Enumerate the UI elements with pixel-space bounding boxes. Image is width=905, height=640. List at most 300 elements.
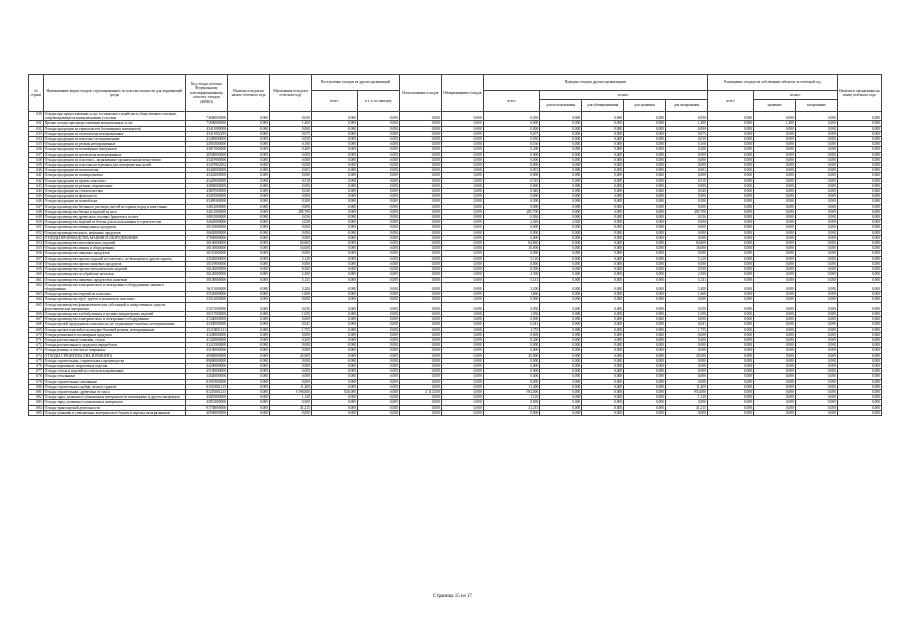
value-cell: 0,000	[540, 241, 582, 246]
value-cell: 0,000	[624, 131, 666, 136]
value-cell: 0,000	[357, 302, 399, 311]
value-cell: 0,000	[624, 384, 666, 389]
value-cell: 0,000	[754, 256, 796, 261]
value-cell: 0,000	[311, 400, 357, 405]
value-cell: 0,000	[754, 168, 796, 173]
value-cell: 0,041	[666, 322, 708, 327]
value-cell: 0,000	[707, 292, 753, 297]
value-cell: 0,000	[540, 131, 582, 136]
fkko-code: 91738000000	[186, 405, 228, 410]
row-number: 652	[29, 230, 44, 235]
value-cell: 0,000	[666, 343, 708, 348]
value-cell: 0,000	[707, 302, 753, 311]
value-cell: 0,000	[357, 348, 399, 353]
value-cell: 0,000	[357, 292, 399, 297]
value-cell: 0,000	[837, 348, 881, 353]
value-cell: 0,000	[837, 353, 881, 358]
value-cell: 0,000	[228, 225, 270, 230]
value-cell: 0,000	[795, 302, 837, 311]
value-cell: 0,000	[311, 137, 357, 142]
waste-name: Отходы производства электрического и электронного оборудования, машин и оборудования	[43, 282, 186, 291]
value-cell: 0,000	[837, 204, 881, 209]
waste-name: Отходы производства кокса, нефтяных продуктов	[43, 230, 186, 235]
value-cell: 0,000	[357, 297, 399, 302]
value-cell: 0,000	[795, 112, 837, 121]
value-cell: 0,000	[311, 204, 357, 209]
value-cell: 0,000	[837, 384, 881, 389]
row-number: 665	[29, 302, 44, 311]
value-cell: 0,036	[269, 215, 311, 220]
value-cell: 0,000	[399, 363, 441, 368]
col-tr-bury-header: для захоронения	[666, 100, 708, 112]
value-cell: 0,000	[357, 343, 399, 348]
value-cell: 1,755	[269, 327, 311, 332]
value-cell: 0,000	[399, 256, 441, 261]
value-cell: 0,000	[441, 384, 483, 389]
value-cell: 954,000	[483, 389, 540, 394]
value-cell: 0,000	[441, 297, 483, 302]
value-cell: 0,000	[582, 256, 624, 261]
value-cell: 0,000	[357, 400, 399, 405]
row-number: 679	[29, 379, 44, 384]
value-cell: 5,120	[269, 256, 311, 261]
value-cell: 0,000	[837, 389, 881, 394]
waste-name: Отходы кирпичные, мерзлотные изделия	[43, 363, 186, 368]
value-cell: 0,000	[795, 241, 837, 246]
value-cell: 0,000	[624, 121, 666, 126]
waste-name: Отходы производства бетонного раствора смесей из горных пород и известняка	[43, 204, 186, 209]
value-cell: 0,000	[540, 225, 582, 230]
value-cell: 0,000	[399, 209, 441, 214]
value-cell: 0,000	[837, 241, 881, 246]
value-cell: 0,000	[228, 384, 270, 389]
value-cell: 0,000	[707, 337, 753, 342]
value-cell: 0,000	[357, 168, 399, 173]
value-cell: 0,000	[441, 230, 483, 235]
value-cell: 0,000	[311, 189, 357, 194]
value-cell: 0,000	[837, 369, 881, 374]
value-cell: 0,000	[483, 183, 540, 188]
value-cell: 0,000	[399, 147, 441, 152]
fkko-code: 40000000000	[186, 353, 228, 358]
value-cell: 0,000	[754, 246, 796, 251]
row-number: 672	[29, 343, 44, 348]
row-number: 638	[29, 157, 44, 162]
fkko-code: 33520000000	[186, 292, 228, 297]
value-cell: 0,000	[311, 302, 357, 311]
value-cell: 0,000	[441, 241, 483, 246]
value-cell: 0,000	[582, 358, 624, 363]
value-cell: 0,000	[228, 400, 270, 405]
value-cell: 0,000	[540, 282, 582, 291]
value-cell: 0,000	[795, 246, 837, 251]
value-cell: 0,000	[357, 251, 399, 256]
value-cell: 0,000	[399, 142, 441, 147]
value-cell: 0,000	[357, 353, 399, 358]
value-cell: 5,141	[483, 277, 540, 282]
table-row	[29, 302, 882, 311]
waste-name: Прочие отходы при предоставлении коммунальных услуг	[43, 121, 186, 126]
value-cell: 0,000	[228, 353, 270, 358]
value-cell: 0,000	[795, 282, 837, 291]
value-cell: 0,000	[228, 302, 270, 311]
value-cell: 0,000	[837, 374, 881, 379]
fkko-code: 37000000000	[186, 235, 228, 240]
fkko-code: 44200000000	[186, 363, 228, 368]
value-cell: 0,000	[441, 183, 483, 188]
row-number: 657	[29, 256, 44, 261]
value-cell: 0,000	[483, 410, 540, 415]
value-cell: 0,000	[707, 272, 753, 277]
value-cell: 0,000	[441, 358, 483, 363]
value-cell: 0,000	[311, 235, 357, 240]
value-cell: 0,000	[795, 292, 837, 297]
value-cell: 0,000	[582, 183, 624, 188]
value-cell: 0,000	[624, 369, 666, 374]
value-cell: 0,000	[311, 353, 357, 358]
value-cell: 0,000	[540, 348, 582, 353]
value-cell: 0,000	[399, 215, 441, 220]
value-cell: 0,000	[795, 374, 837, 379]
fkko-code: 43411000000	[186, 126, 228, 131]
value-cell: 0,000	[707, 168, 753, 173]
value-cell: 0,000	[540, 297, 582, 302]
value-cell: 0,000	[483, 400, 540, 405]
value-cell: 0,000	[666, 225, 708, 230]
value-cell: 0,000	[311, 292, 357, 297]
value-cell: 0,000	[666, 317, 708, 322]
fkko-code: 43100000000	[186, 348, 228, 353]
value-cell: 0,000	[441, 363, 483, 368]
value-cell: 0,000	[399, 131, 441, 136]
value-cell: 0,000	[540, 204, 582, 209]
waste-name: Отходы продукции из пластмасс незагрязненные	[43, 137, 186, 142]
value-cell: 0,000	[399, 168, 441, 173]
value-cell: 0,000	[624, 348, 666, 353]
value-cell: 0,000	[582, 292, 624, 297]
value-cell: 0,000	[795, 389, 837, 394]
value-cell: 0,000	[582, 157, 624, 162]
value-cell: 0,000	[540, 137, 582, 142]
value-cell: 0,000	[624, 363, 666, 368]
value-cell: 0,000	[357, 215, 399, 220]
value-cell: 0,000	[754, 282, 796, 291]
value-cell: 0,000	[666, 157, 708, 162]
value-cell: 0,000	[582, 389, 624, 394]
row-number: 677	[29, 369, 44, 374]
waste-name: Отходы тары, упаковки и упаковочных материалов	[43, 400, 186, 405]
value-cell: 0,000	[837, 194, 881, 199]
value-cell: 0,000	[483, 121, 540, 126]
value-cell: 0,000	[269, 157, 311, 162]
value-cell: 0,000	[707, 173, 753, 178]
value-cell: 0,000	[357, 204, 399, 209]
value-cell: 0,000	[483, 363, 540, 368]
value-cell: 0,000	[399, 369, 441, 374]
value-cell: 0,000	[754, 137, 796, 142]
value-cell: 0,000	[707, 204, 753, 209]
col-used-header: Использование отходов	[399, 75, 441, 112]
value-cell: 0,000	[837, 251, 881, 256]
value-cell: 0,000	[269, 343, 311, 348]
value-cell: 0,000	[228, 410, 270, 415]
value-cell: 0,000	[582, 230, 624, 235]
value-cell: 0,000	[624, 282, 666, 291]
waste-name: Отходы стеклянные	[43, 374, 186, 379]
value-cell: 0,000	[269, 363, 311, 368]
value-cell: 0,000	[228, 152, 270, 157]
value-cell: 0,000	[582, 220, 624, 225]
value-cell: 0,000	[837, 121, 881, 126]
value-cell: 0,000	[837, 297, 881, 302]
value-cell: 0,000	[754, 395, 796, 400]
value-cell: 0,000	[754, 410, 796, 415]
value-cell: 0,000	[624, 389, 666, 394]
value-cell: 0,000	[441, 311, 483, 316]
value-cell: 0,000	[311, 267, 357, 272]
value-cell: 0,000	[228, 343, 270, 348]
value-cell: 0,000	[754, 374, 796, 379]
value-cell: 0,000	[441, 157, 483, 162]
value-cell: 0,000	[357, 332, 399, 337]
value-cell: 0,000	[624, 337, 666, 342]
value-cell: 0,000	[357, 230, 399, 235]
value-cell: 0,000	[582, 322, 624, 327]
fkko-code: 30119000000	[186, 261, 228, 266]
row-number: 662	[29, 282, 44, 291]
value-cell: 0,000	[582, 131, 624, 136]
value-cell: 0,000	[540, 343, 582, 348]
row-number: 658	[29, 261, 44, 266]
value-cell: 84,860	[269, 241, 311, 246]
value-cell: 0,000	[483, 230, 540, 235]
value-cell: 0,001	[269, 168, 311, 173]
value-cell: 0,000	[269, 235, 311, 240]
value-cell: 0,000	[441, 337, 483, 342]
value-cell: 0,000	[311, 272, 357, 277]
value-cell: 0,000	[754, 189, 796, 194]
value-cell: 0,000	[624, 168, 666, 173]
value-cell: 0,000	[795, 131, 837, 136]
value-cell: 0,000	[624, 297, 666, 302]
value-cell: 0,000	[624, 251, 666, 256]
value-cell: 0,000	[754, 363, 796, 368]
row-number: 644	[29, 189, 44, 194]
value-cell: 0,000	[228, 246, 270, 251]
value-cell: 8,500	[269, 267, 311, 272]
value-cell: 0,000	[399, 152, 441, 157]
value-cell: 0,000	[357, 199, 399, 204]
value-cell: 2,020	[269, 220, 311, 225]
value-cell: 0,000	[441, 267, 483, 272]
value-cell: 0,000	[837, 261, 881, 266]
value-cell: 0,000	[399, 272, 441, 277]
value-cell: 0,000	[707, 241, 753, 246]
value-cell: 0,000	[483, 332, 540, 337]
value-cell: 0,000	[624, 292, 666, 297]
waste-name: Отходы строительного щебня, песка и грунтов	[43, 384, 186, 389]
value-cell: 0,000	[795, 358, 837, 363]
fkko-code: 43411002295	[186, 131, 228, 136]
value-cell: 0,000	[269, 369, 311, 374]
value-cell: 0,000	[707, 230, 753, 235]
value-cell: 0,000	[795, 410, 837, 415]
value-cell: 0,000	[540, 230, 582, 235]
waste-name: Отходы производства прочих пищевых продуктов	[43, 261, 186, 266]
value-cell: 0,030	[269, 137, 311, 142]
value-cell: 0,000	[441, 261, 483, 266]
value-cell: 0,000	[311, 410, 357, 415]
fkko-code: 33512000000	[186, 297, 228, 302]
value-cell: 0,000	[399, 343, 441, 348]
value-cell: 0,000	[837, 311, 881, 316]
waste-name: Отходы продукции из пластмасс, загрязненные органическими веществами	[43, 157, 186, 162]
col-tr-neutral-header: для обезвреживания	[582, 100, 624, 112]
value-cell: 0,000	[357, 112, 399, 121]
value-cell: 0,000	[837, 147, 881, 152]
fkko-code: 41220000000	[186, 337, 228, 342]
row-number: 630	[29, 112, 44, 121]
value-cell: 0,000	[582, 369, 624, 374]
value-cell: 0,000	[228, 322, 270, 327]
value-cell: 0,000	[540, 152, 582, 157]
value-cell: 0,000	[795, 215, 837, 220]
value-cell: 0,000	[311, 297, 357, 302]
value-cell: 0,000	[269, 251, 311, 256]
value-cell: 0,000	[399, 384, 441, 389]
value-cell: 2,300	[269, 272, 311, 277]
value-cell: 0,000	[269, 379, 311, 384]
value-cell: 0,000	[837, 358, 881, 363]
value-cell: 0,000	[582, 246, 624, 251]
value-cell: 0,000	[357, 395, 399, 400]
value-cell: 0,000	[228, 194, 270, 199]
value-cell: 0,000	[399, 157, 441, 162]
value-cell: 0,000	[795, 256, 837, 261]
value-cell: 0,000	[666, 173, 708, 178]
value-cell: 0,000	[666, 348, 708, 353]
value-cell: 0,000	[399, 358, 441, 363]
value-cell: 0,000	[837, 277, 881, 282]
value-cell: 0,000	[837, 327, 881, 332]
value-cell: 0,000	[441, 215, 483, 220]
value-cell: 0,000	[707, 121, 753, 126]
value-cell: 0,000	[707, 163, 753, 168]
value-cell: 0,000	[754, 322, 796, 327]
value-cell: 0,000	[707, 374, 753, 379]
value-cell: 0,000	[707, 131, 753, 136]
value-cell: 0,000	[357, 277, 399, 282]
value-cell: 0,000	[707, 126, 753, 131]
value-cell: 0,000	[228, 277, 270, 282]
value-cell: 0,000	[228, 209, 270, 214]
row-number: 666	[29, 311, 44, 316]
value-cell: 0,000	[837, 189, 881, 194]
value-cell: 0,000	[795, 199, 837, 204]
value-cell: 0,000	[582, 178, 624, 183]
value-cell: 0,000	[837, 292, 881, 297]
value-cell: 84,860	[666, 241, 708, 246]
value-cell: 0,000	[582, 121, 624, 126]
value-cell: 0,000	[754, 369, 796, 374]
value-cell: 0,000	[483, 157, 540, 162]
value-cell: 0,000	[754, 337, 796, 342]
value-cell: 0,000	[754, 317, 796, 322]
waste-name: Отходы производства электрического и электронного оборудования	[43, 317, 186, 322]
col-num-header: № строки	[29, 75, 44, 112]
fkko-code: 43800000000	[186, 183, 228, 188]
waste-name: Отходы производства бетона и изделий из него	[43, 209, 186, 214]
value-cell: 0,000	[540, 261, 582, 266]
row-number: 660	[29, 272, 44, 277]
value-cell: 0,000	[357, 209, 399, 214]
value-cell: 0,000	[540, 374, 582, 379]
value-cell: 0,000	[624, 327, 666, 332]
value-cell: 0,000	[441, 178, 483, 183]
fkko-code: 43810000000	[186, 142, 228, 147]
col-placed-header: Размещение отходов на собственных объектах за отчетный год	[707, 75, 837, 91]
value-cell: 0,000	[540, 189, 582, 194]
value-cell: 0,000	[441, 199, 483, 204]
value-cell: 0,000	[311, 126, 357, 131]
value-cell: 0,000	[795, 168, 837, 173]
value-cell: 0,000	[754, 379, 796, 384]
row-number: 661	[29, 277, 44, 282]
value-cell: 0,000	[666, 235, 708, 240]
col-neutralized-header: Обезвреживание отходов	[441, 75, 483, 112]
value-cell: 0,000	[540, 163, 582, 168]
value-cell: 0,000	[707, 183, 753, 188]
value-cell: 5,200	[269, 282, 311, 291]
waste-name: Отходы производства фармацевтических субстанций и лекарственных средств, фотохимических материалов	[43, 302, 186, 311]
waste-name: Отходы растительные упаковки, стекло	[43, 337, 186, 342]
waste-name: Отходы транспортной деятельности	[43, 405, 186, 410]
value-cell: 0,000	[357, 241, 399, 246]
value-cell: 0,000	[441, 251, 483, 256]
value-cell: 0,000	[707, 379, 753, 384]
row-number: 631	[29, 121, 44, 126]
waste-name: Отходы продукции из шлакоблока	[43, 199, 186, 204]
value-cell: 0,000	[399, 317, 441, 322]
value-cell: 0,000	[707, 152, 753, 157]
value-cell: 0,000	[483, 379, 540, 384]
value-cell: 0,000	[441, 277, 483, 282]
value-cell: 5,141	[269, 277, 311, 282]
value-cell: 0,000	[707, 332, 753, 337]
value-cell: 0,000	[228, 137, 270, 142]
value-cell: 0,000	[666, 204, 708, 209]
value-cell: 0,000	[357, 405, 399, 410]
value-cell: 0,000	[269, 348, 311, 353]
value-cell: 0,000	[707, 199, 753, 204]
value-cell: 0,000	[441, 332, 483, 337]
value-cell: 0,000	[624, 189, 666, 194]
value-cell: 0,000	[540, 157, 582, 162]
value-cell: 0,000	[754, 353, 796, 358]
value-cell: 0,000	[540, 353, 582, 358]
value-cell: 0,000	[441, 400, 483, 405]
value-cell: 0,000	[795, 261, 837, 266]
waste-name: Отходы тары, упаковки и упаковочных материалов из полимерных и других материалов	[43, 395, 186, 400]
row-number: 634	[29, 137, 44, 142]
value-cell: 0,030	[666, 302, 708, 311]
value-cell: 0,000	[837, 173, 881, 178]
value-cell: 0,000	[399, 235, 441, 240]
value-cell: 0,000	[795, 142, 837, 147]
value-cell: 45,000	[483, 353, 540, 358]
value-cell: 0,000	[441, 194, 483, 199]
value-cell: 0,000	[441, 173, 483, 178]
